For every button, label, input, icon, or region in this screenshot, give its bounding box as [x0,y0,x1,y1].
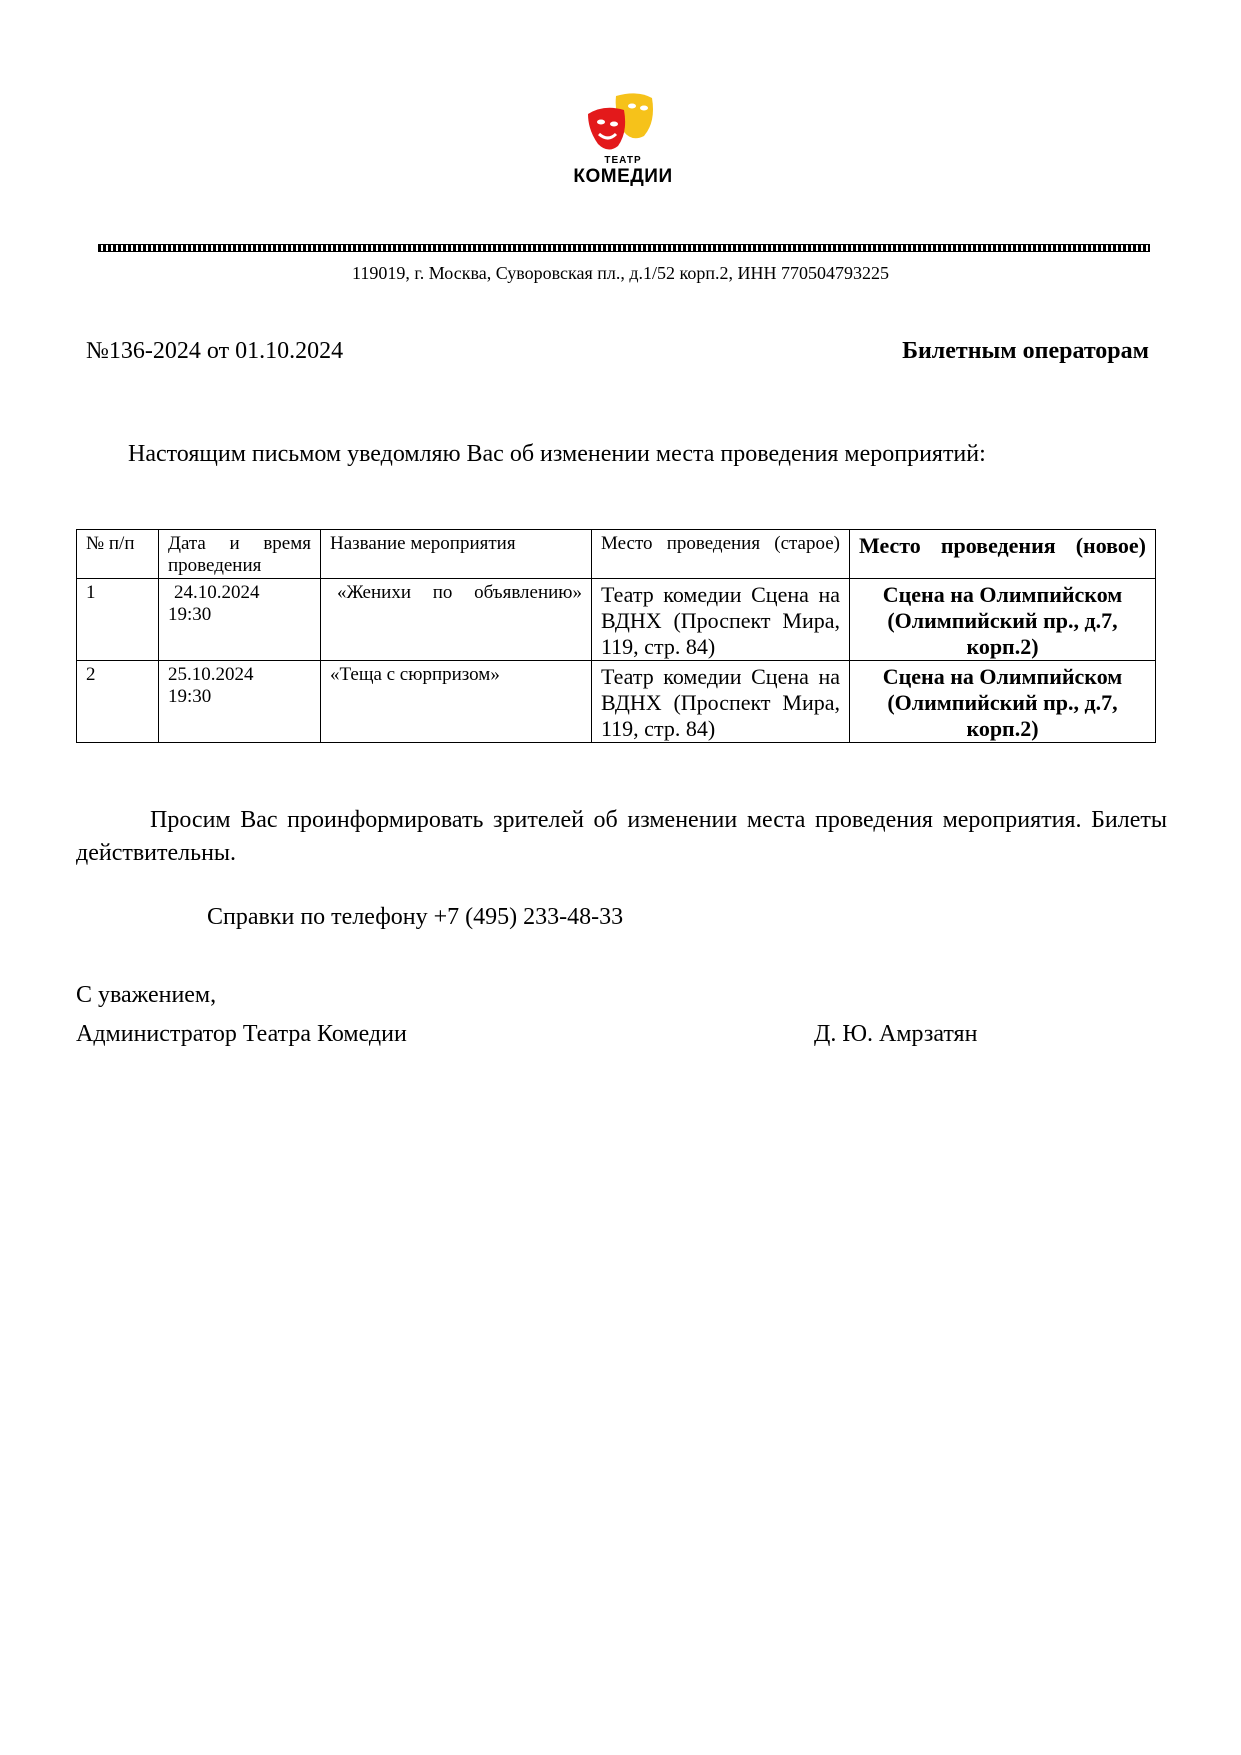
table-row [77,578,1156,660]
header-num: № п/п [77,530,159,579]
header-address: 119019, г. Москва, Суворовская пл., д.1/52 корп.2, ИНН 770504793225 [352,263,889,283]
letter-intro: Настоящим письмом уведомляю Вас об изменении места проведения мероприятий: [128,441,986,467]
table-row [77,660,1156,742]
row-date: 24.10.2024 [174,581,260,603]
letter-recipient: Билетным операторам [902,338,1149,364]
row-old-venue: Театр комедии Сцена на ВДНХ (Проспект Мира, 119, стр. 84) [592,578,850,660]
header-event: Название мероприятия [321,530,592,579]
signer-name: Д. Ю. Амрзатян [814,1021,978,1047]
row-num: 1 [77,578,159,660]
row-datetime [159,660,321,742]
events-table [76,529,1156,743]
row-old-venue: Театр комедии Сцена на ВДНХ (Проспект Мира, 119, стр. 84) [592,660,850,742]
letter-closing: С уважением, [76,982,217,1008]
row-event: «Теща с сюрпризом» [321,660,592,742]
row-num: 2 [77,660,159,742]
row-new-venue: Сцена на Олимпийском (Олимпийский пр., д.7, корп.2) [850,578,1156,660]
letter-reference: №136-2024 от 01.10.2024 [86,338,344,364]
signer-position: Администратор Театра Комедии [76,1021,407,1047]
logo-text-small: ТЕАТР [604,155,642,166]
table-header-row [77,530,1156,579]
row-event: «Женихи по объявлению» [321,578,592,660]
header-datetime: Дата и время проведения [159,530,321,579]
theatre-logo [568,92,678,202]
logo-text-main: КОМЕДИИ [573,166,673,187]
row-new-venue: Сцена на Олимпийском (Олимпийский пр., д.7, корп.2) [850,660,1156,742]
header-old-venue: Место проведения (старое) [592,530,850,579]
row-time: 19:30 [168,686,212,708]
header-divider [98,244,1150,252]
letter-request: Просим Вас проинформировать зрителей об изменении места проведения мероприятия. Билеты действительны. [76,807,1167,866]
letter-phone: Справки по телефону +7 (495) 233-48-33 [207,904,624,930]
row-datetime [159,578,321,660]
header-new-venue: Место проведения (новое) [850,530,1156,579]
row-date: 25.10.2024 [168,663,254,685]
row-time: 19:30 [168,604,212,626]
theatre-masks-icon [586,92,660,156]
red-mask-icon [588,108,625,150]
